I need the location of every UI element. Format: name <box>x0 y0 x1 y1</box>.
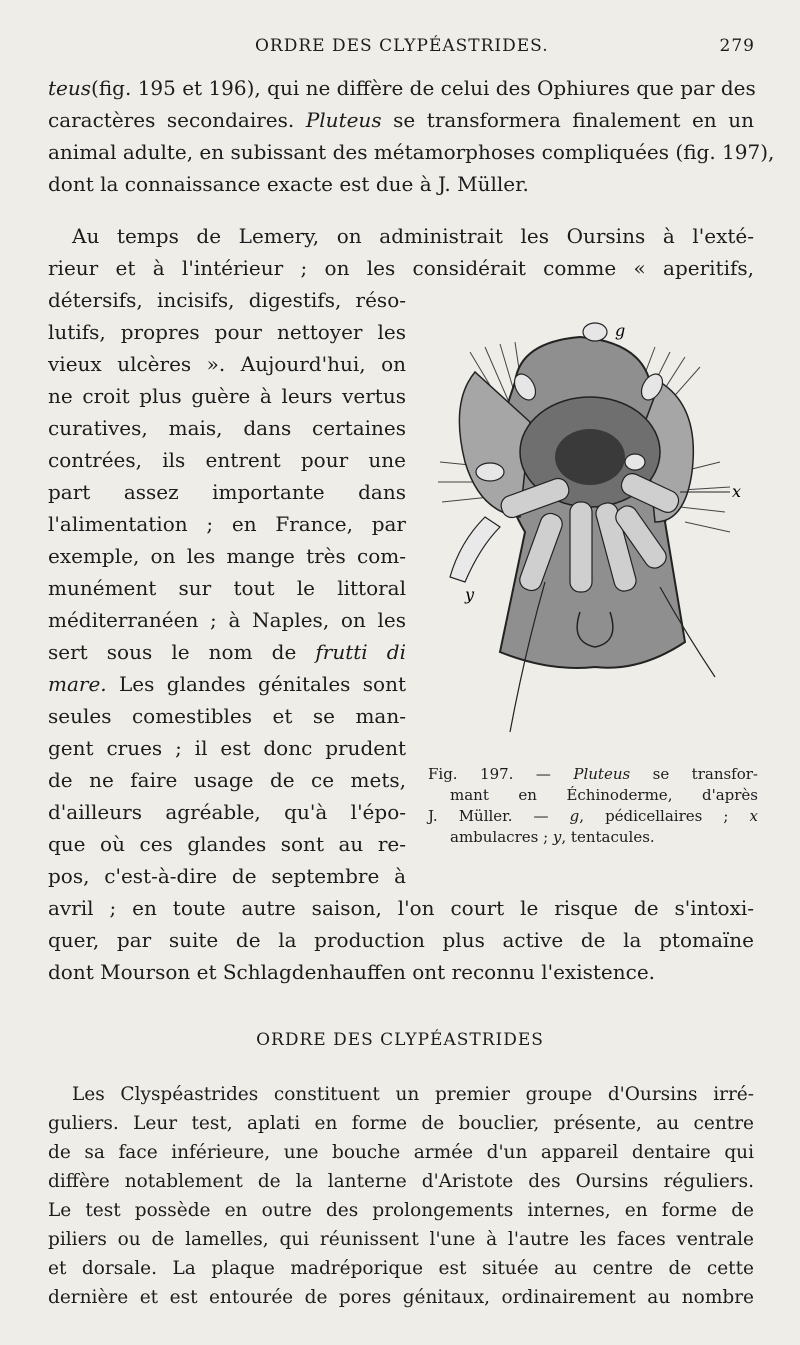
text-line: contrées, ils entrent pour une <box>48 448 406 472</box>
text-line: gent crues ; il est donc prudent <box>48 736 406 760</box>
text-line: rieur et à l'intérieur ; on les considérait comme « aperitifs, <box>48 256 754 280</box>
text-span: J. Müller. — <box>428 807 570 825</box>
text-line: quer, par suite de la production plus active de la ptomaïne <box>48 928 754 952</box>
section-title: ORDRE DES CLYPÉASTRIDES <box>256 1030 544 1050</box>
text-line: dont Mourson et Schlagdenhauffen ont reconnu l'existence. <box>48 960 656 984</box>
italic-word: Pluteus <box>573 765 631 783</box>
figure-caption <box>428 764 758 848</box>
italic-word: y <box>552 828 562 846</box>
caption-line <box>428 827 758 848</box>
page-number: 279 <box>719 36 755 56</box>
text-line <box>48 636 406 668</box>
text-span: ambulacres ; <box>450 828 553 846</box>
text-line: d'ailleurs agréable, qu'à l'épo- <box>48 800 406 824</box>
text-line: part assez importante dans <box>48 480 406 504</box>
text-line: de ne faire usage de ce mets, <box>48 768 406 792</box>
text-line: dont la connaissance exacte est due à J. Müller. <box>48 172 529 196</box>
italic-word: mare. <box>48 672 107 696</box>
italic-word: g <box>569 807 580 825</box>
text-line: curatives, mais, dans certaines <box>48 416 406 440</box>
text-span: , tentacules. <box>561 828 655 846</box>
text-span: se transformera finalement en un <box>381 108 755 132</box>
text-span: sert sous le nom de <box>48 640 316 664</box>
tentacle <box>450 517 500 582</box>
text-line: animal adulte, en subissant des métamorphoses compliquées (fig. 197), <box>48 140 775 164</box>
text-line: munément sur tout le littoral <box>48 576 406 600</box>
text-line: seules comestibles et se man- <box>48 704 406 728</box>
italic-word: teus <box>48 76 92 100</box>
text-line <box>48 668 406 700</box>
page-header <box>50 36 755 62</box>
text-span: caractères secondaires. <box>48 108 306 132</box>
text-line: pos, c'est-à-dire de septembre à <box>48 864 406 888</box>
caption-line <box>428 806 758 827</box>
pluteus-illustration <box>430 312 760 752</box>
text-line: Au temps de Lemery, on administrait les Oursins à l'exté- <box>72 224 754 248</box>
text-line: dernière et est entourée de pores génitaux, ordinairement au nombre <box>48 1287 754 1308</box>
text-span: (fig. 195 et 196), qui ne diffère de celui des Ophiures que par des <box>91 76 756 100</box>
text-line: Le test possède en outre des prolongements internes, en forme de <box>48 1200 754 1221</box>
text-span: Les glandes génitales sont <box>106 672 406 696</box>
text-line: Les Clyspéastrides constituent un premier groupe d'Oursins irré- <box>72 1084 754 1105</box>
caption-line <box>428 764 758 785</box>
figure-label-x: x <box>732 482 742 501</box>
text-line: exemple, on les mange très com- <box>48 544 406 568</box>
text-line: que où ces glandes sont au re- <box>48 832 406 856</box>
italic-word: Pluteus <box>305 108 382 132</box>
text-span: se transfor- <box>630 765 759 783</box>
text-line <box>48 104 754 136</box>
text-line: méditerranéen ; à Naples, on les <box>48 608 406 632</box>
text-line: l'alimentation ; en France, par <box>48 512 406 536</box>
text-line: diffère notablement de la lanterne d'Aristote des Oursins réguliers. <box>48 1171 754 1192</box>
running-title: ORDRE DES CLYPÉASTRIDES. <box>255 36 549 56</box>
text-line: avril ; en toute autre saison, l'on court le risque de s'intoxi- <box>48 896 754 920</box>
caption-line: mant en Échinoderme, d'après <box>450 786 758 804</box>
figure-label-y: y <box>465 585 475 604</box>
text-line: lutifs, propres pour nettoyer les <box>48 320 406 344</box>
text-line: guliers. Leur test, aplati en forme de bouclier, présente, au centre <box>48 1113 754 1134</box>
text-line: piliers ou de lamelles, qui réunissent l'une à l'autre les faces ventrale <box>48 1229 754 1250</box>
italic-word: x <box>749 807 758 825</box>
figure-label-g: g <box>615 321 626 340</box>
text-line: détersifs, incisifs, digestifs, réso- <box>48 288 406 312</box>
stomach <box>555 429 625 485</box>
text-line: et dorsale. La plaque madréporique est située au centre de cette <box>48 1258 754 1279</box>
italic-word: frutti di <box>315 640 406 664</box>
text-line: ne croit plus guère à leurs vertus <box>48 384 406 408</box>
text-line: vieux ulcères ». Aujourd'hui, on <box>48 352 406 376</box>
text-line <box>48 72 754 104</box>
text-line: de sa face inférieure, une bouche armée d'un appareil dentaire qui <box>48 1142 754 1163</box>
text-span: , pédicellaires ; <box>579 807 750 825</box>
text-span: Fig. 197. — <box>428 765 574 783</box>
